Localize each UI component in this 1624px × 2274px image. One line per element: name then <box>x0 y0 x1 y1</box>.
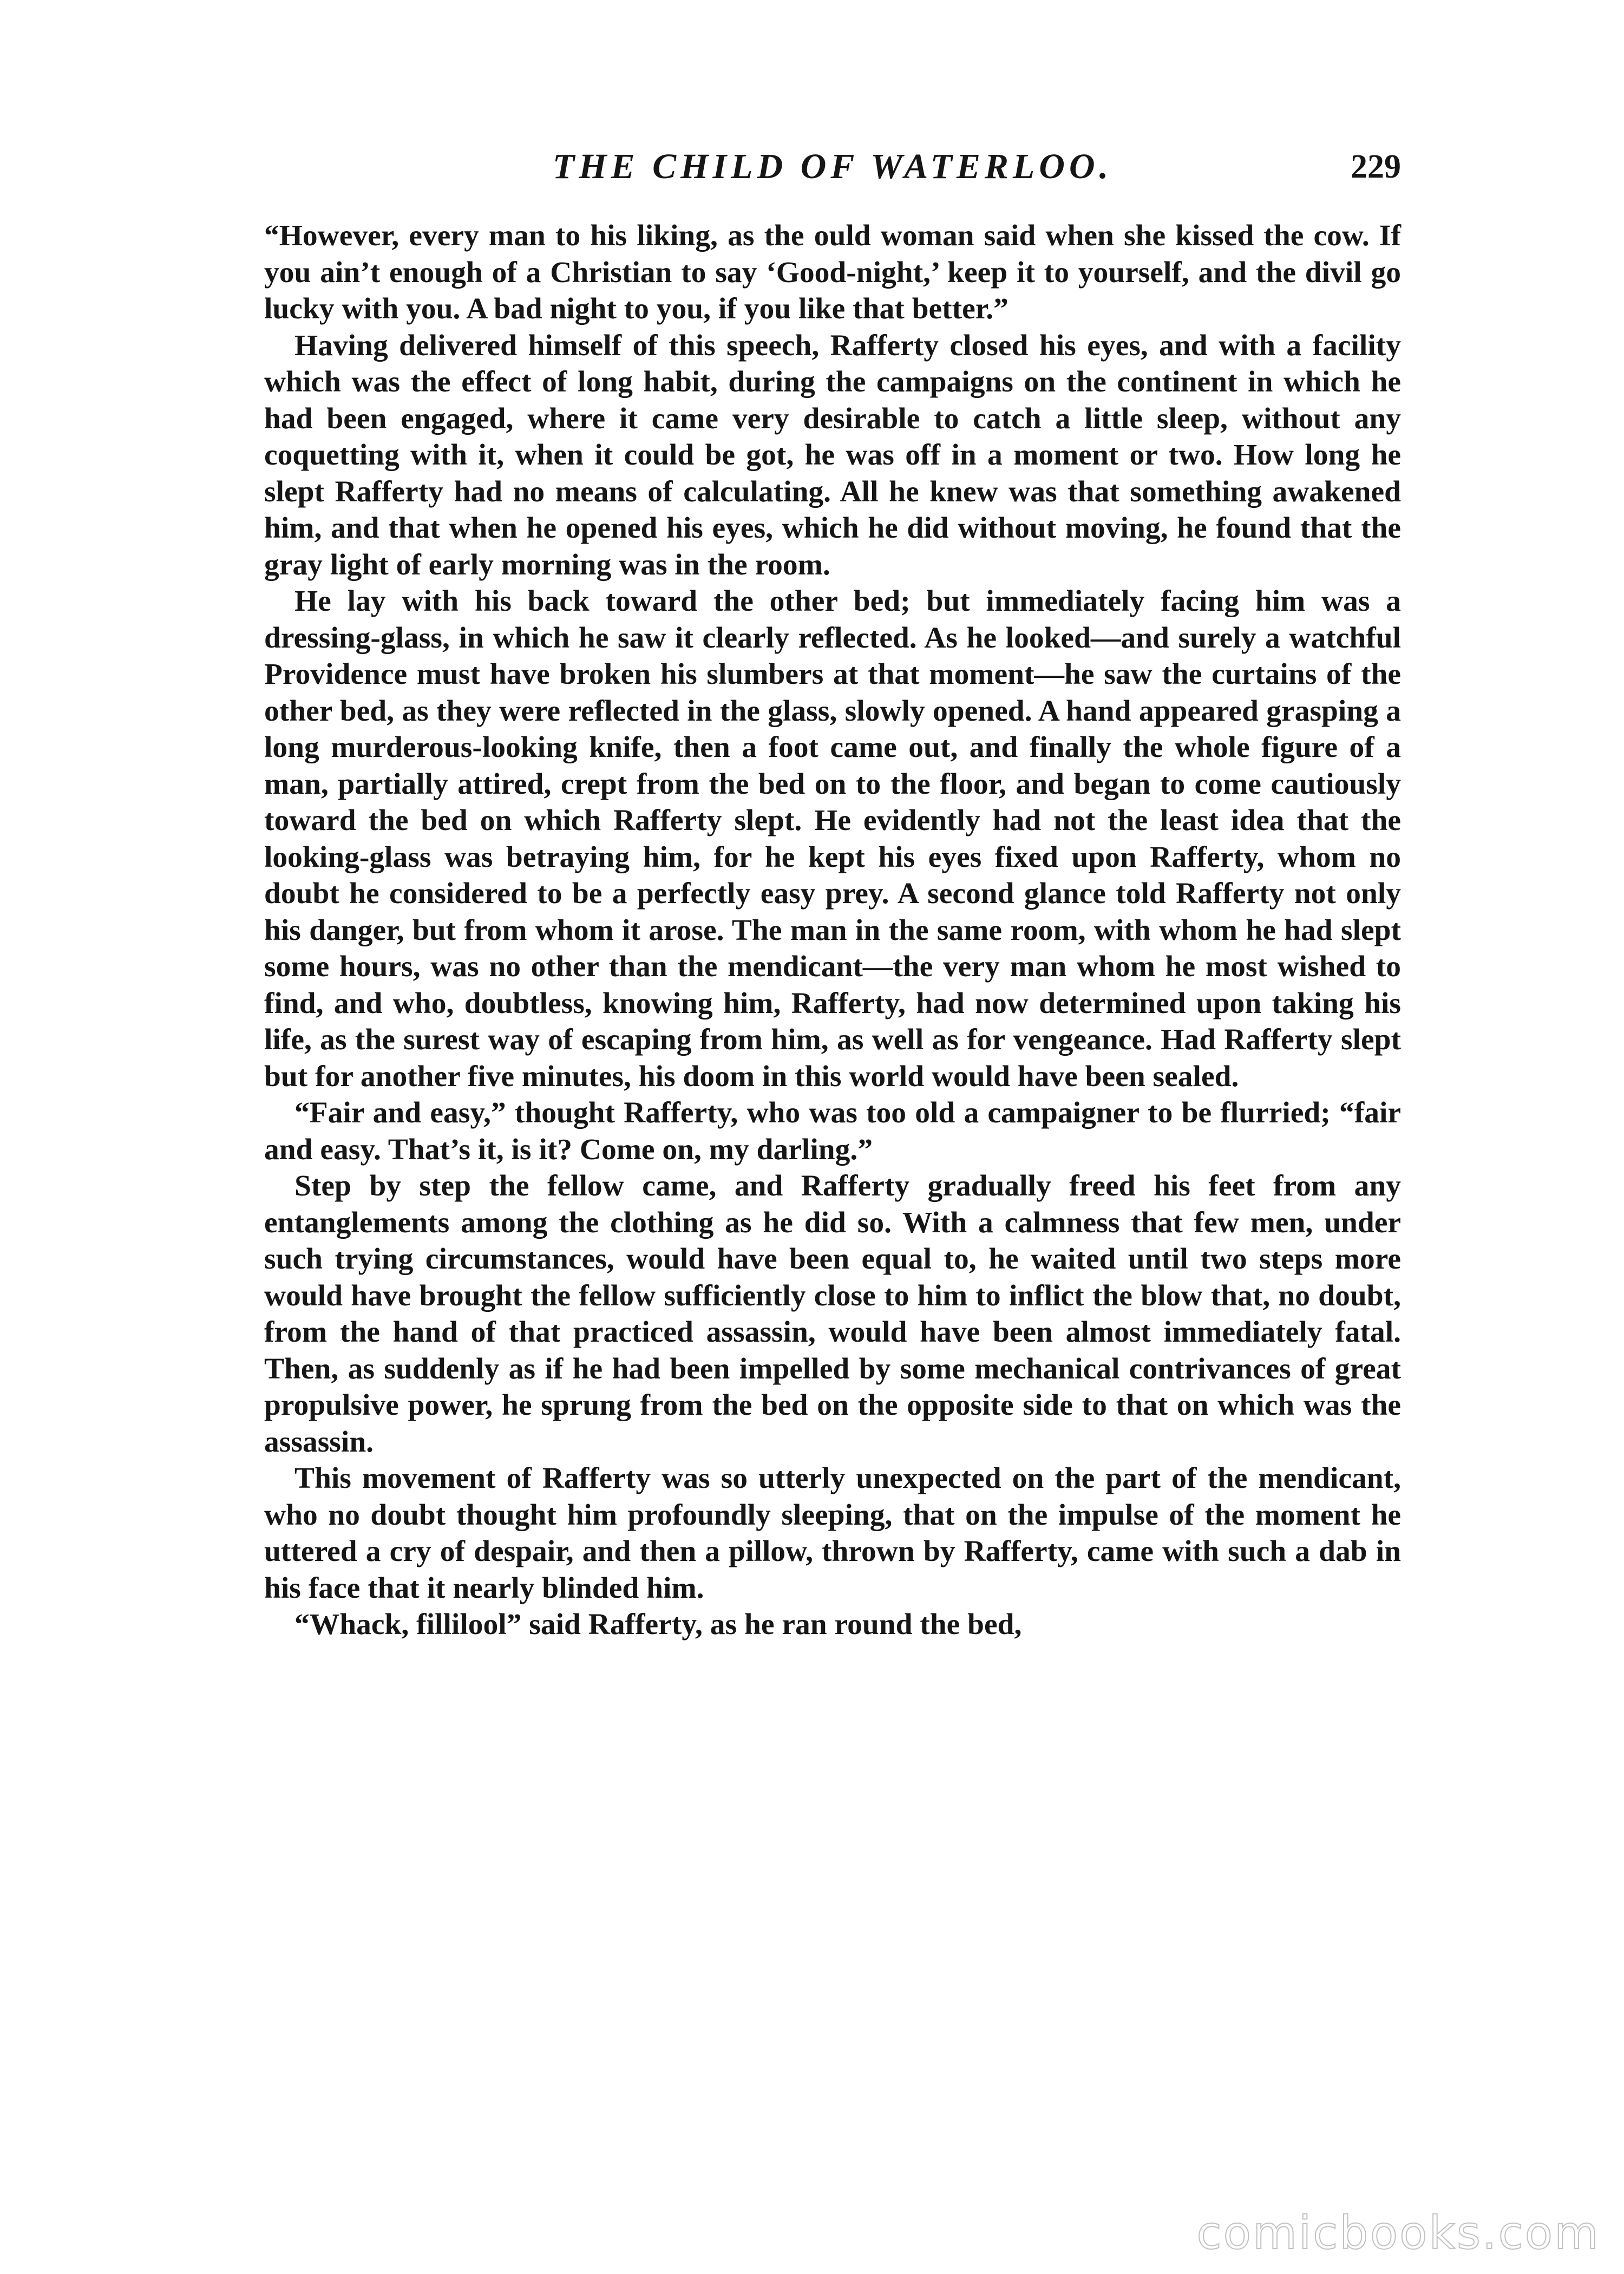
page-number: 229 <box>1351 148 1401 185</box>
body-text <box>264 218 1401 1643</box>
paragraph-7: “Whack, fillilool” said Rafferty, as he ran round the bed, <box>294 1608 1022 1641</box>
paragraph-5: Step by step the fellow came, and Rafferty gradually freed his feet from any entanglements among the clothing as he did so. With a calmness that few men, under such trying circumstances, would have been equal to, he waited until two steps more would have brought the fellow sufficiently close to him to inflict the blow that, no doubt, from the hand of that practiced assassin, would have been almost immediately fatal. Then, as suddenly as if he had been impelled by some mechanical contrivances of great propulsive power, he sprung from the bed on the opposite side to that on which was the assassin. <box>264 1169 1401 1459</box>
paragraph-2: Having delivered himself of this speech, Rafferty closed his eyes, and with a facility which was the effect of long habit, during the campaigns on the continent in which he had been engaged, where it came very desirable to catch a little sleep, without any coquetting with it, when it could be got, he was off in a moment or two. How long he slept Rafferty had no means of calculating. All he knew was that something awakened him, and that when he opened his eyes, which he did without moving, he found that the gray light of early morning was in the room. <box>264 329 1401 581</box>
book-page <box>264 145 1401 1643</box>
paragraph-4: “Fair and easy,” thought Rafferty, who was too old a campaigner to be flurried; “fair and easy. That’s it, is it? Come on, my darling.” <box>264 1096 1401 1166</box>
paragraph-3: He lay with his back toward the other bed; but immediately facing him was a dressing-glass, in which he saw it clearly reflected. As he looked—and surely a watchful Providence must have broken his slumbers at that moment—he saw the curtains of the other bed, as they were reflected in the glass, slowly opened. A hand appeared grasping a long murderous-looking knife, then a foot came out, and finally the whole figure of a man, partially attired, crept from the bed on to the floor, and began to come cautiously toward the bed on which Rafferty slept. He evidently had not the least idea that the looking-glass was betraying him, for he kept his eyes fixed upon Rafferty, whom no doubt he considered to be a perfectly easy prey. A second glance told Rafferty not only his danger, but from whom it arose. The man in the same room, with whom he had slept some hours, was no other than the mendicant—the very man whom he most wished to find, and who, doubtless, knowing him, Rafferty, had now determined upon taking his life, as the surest way of escaping from him, as well as for vengeance. Had Rafferty slept but for another five minutes, his doom in this world would have been sealed. <box>264 585 1401 1093</box>
running-title: THE CHILD OF WATERLOO. <box>552 147 1113 186</box>
paragraph-6: This movement of Rafferty was so utterly unexpected on the part of the mendicant, who no doubt thought him profoundly sleeping, that on the impulse of the moment he uttered a cry of despair, and then a pillow, thrown by Rafferty, came with such a dab in his face that it nearly blinded him. <box>264 1462 1401 1605</box>
paragraph-1: “However, every man to his liking, as the ould woman said when she kissed the cow. If you ain’t enough of a Christian to say ‘Good-night,’ keep it to yourself, and the divil go lucky with you. A bad night to you, if you like that better.” <box>264 219 1401 325</box>
watermark: comicbooks.com <box>1196 2206 1600 2259</box>
running-head <box>264 145 1401 194</box>
